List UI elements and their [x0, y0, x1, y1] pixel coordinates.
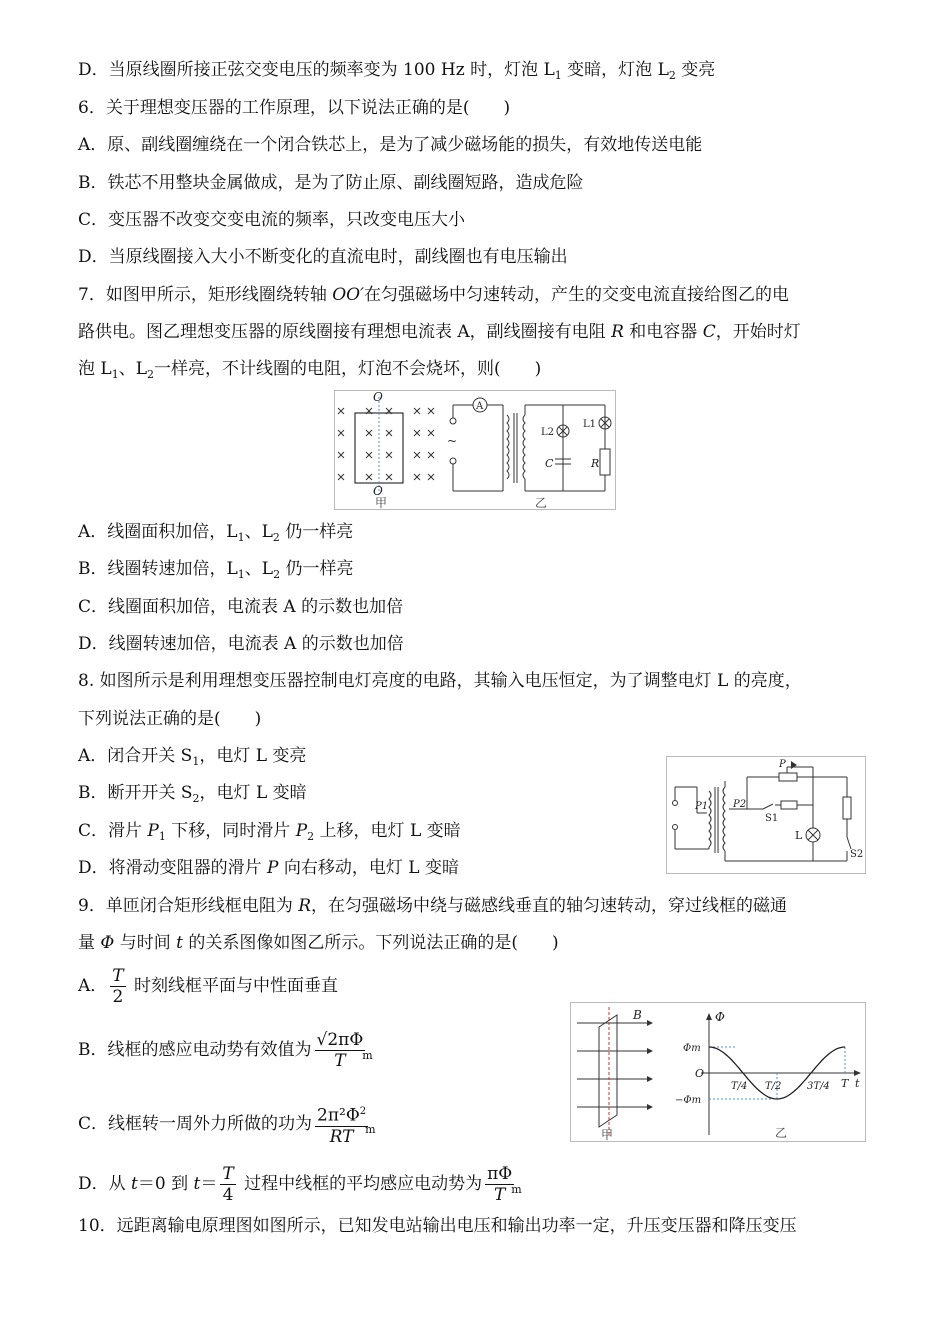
q7-stem-line2: 路供电。图乙理想变压器的原线圈接有理想电流表 A，副线圈接有电阻 R 和电容器 C，开始时灯 [78, 322, 801, 342]
caption-jia: 甲 [601, 1128, 614, 1141]
q9-option-c: C．线框转一周外力所做的功为 $\frac{2\pi^2\Phi^2}{RT}$ $_m$ [78, 1102, 376, 1147]
q8-option-d: D．将滑动变阻器的滑片 P 向右移动，电灯 L 变暗 [78, 858, 460, 878]
q6-option-c: C．变压器不改变交变电流的频率，只改变电压大小 [78, 210, 466, 230]
rheostat-slider-label: P [779, 759, 786, 770]
flux-graph-axes [701, 1017, 857, 1135]
q9-stem-line1: 9．单匝闭合矩形线框电阻为 R，在匀强磁场中绕与磁感线垂直的轴匀速转动，穿过线框的磁通 [78, 896, 788, 916]
q9-option-d: D．从 t＝0 到 t＝ $\frac{T}{4}$ 过程中线框的平均感应电动势为 $\frac{\pi\Phi}{T}$ $_m$ [78, 1164, 522, 1205]
caption-yi: 乙 [535, 496, 548, 509]
q6-option-d: D．当原线圈接入大小不断变化的直流电时，副线圈也有电压输出 [78, 247, 568, 267]
q8-stem-line2: 下列说法正确的是( ) [78, 709, 262, 729]
q8-option-a: A．闭合开关 $S_1$，电灯 L 变亮 [78, 746, 307, 768]
coil-frame [355, 413, 403, 483]
phim-label: Φm [683, 1043, 701, 1054]
tick-t4: T/4 [731, 1081, 748, 1092]
origin-label: O [695, 1067, 705, 1080]
tick-t2: T/2 [765, 1081, 782, 1092]
q10-stem-line1: 10．远距离输电原理图如图所示，已知发电站输出电压和输出功率一定，升压变压器和降压变压 [78, 1216, 797, 1236]
axis-label-top: O [373, 391, 383, 404]
slider-p1-label: P1 [695, 801, 709, 812]
q5-option-d: D．当原线圈所接正弦交变电压的频率变为 100 Hz 时，灯泡 $L_1$ 变暗，灯泡 $L_2$ 变亮 [78, 60, 716, 82]
q7-stem-line3: 泡 $L_1$、$L_2$一样亮，不计线圈的电阻，灯泡不会烧坏，则( ) [78, 359, 542, 381]
field-b-label: B [633, 1008, 642, 1022]
phi-axis-label: Φ [715, 1010, 725, 1024]
time-axis-label: t [855, 1077, 860, 1090]
lamp-l-label: L [795, 829, 803, 842]
q9-option-b: B．线框的感应电动势有效值为 $\frac{√2\pi\Phi}{T}$ $_m$ [78, 1030, 373, 1071]
capacitor-label: C [545, 457, 554, 470]
q6-option-a: A．原、副线圈缠绕在一个闭合铁芯上，是为了减少磁场能的损失，有效地传送电能 [78, 135, 703, 155]
tick-t: T [841, 1077, 849, 1090]
q6-option-b: B．铁芯不用整块金属做成，是为了防止原、副线圈短路，造成危险 [78, 173, 584, 193]
ac-source-label: ~ [447, 434, 458, 448]
q8-figure [666, 756, 866, 874]
lamp-l1-label: L1 [583, 419, 597, 430]
q7-option-d: D．线圈转速加倍，电流表 A 的示数也加倍 [78, 634, 404, 654]
lamp-l2-label: L2 [541, 427, 555, 438]
q9-option-a: A． $\frac{T}{2}$ 时刻线框平面与中性面垂直 [78, 966, 339, 1007]
q8-option-b: B．断开开关 $S_2$，电灯 L 变暗 [78, 783, 307, 805]
fraction-t-over-2: $\frac{T}{2}$ [112, 966, 124, 1007]
q7-stem-line1: 7．如图甲所示，矩形线圈绕转轴 OO′在匀强磁场中匀速转动，产生的交变电流直接给图乙的电 [78, 285, 789, 305]
circuit-diagram [450, 398, 611, 491]
fraction-avg-emf: $\frac{\pi\Phi}{T}$ [487, 1164, 513, 1205]
q7-option-a: A．线圈面积加倍，$L_1$、$L_2$ 仍一样亮 [78, 522, 354, 544]
q7-option-b: B．线圈转速加倍，$L_1$、$L_2$ 仍一样亮 [78, 559, 354, 581]
slider-p2-label: P2 [733, 799, 747, 810]
q9-stem-line2: 量 Φ 与时间 t 的关系图像如图乙所示。下列说法正确的是( ) [78, 933, 559, 953]
switch-s2-label: S2 [850, 849, 864, 860]
neg-phim-label: −Φm [675, 1095, 702, 1106]
tick-3t4: 3T/4 [807, 1081, 830, 1092]
q7-option-c: C．线圈面积加倍，电流表 A 的示数也加倍 [78, 597, 404, 617]
resistor-label: R [591, 457, 600, 470]
ammeter-label: A [476, 401, 484, 412]
magnetic-field-crosses [338, 408, 434, 480]
q8-stem-line1: 8. 如图所示是利用理想变压器控制电灯亮度的电路，其输入电压恒定，为了调整电灯 L 的亮度， [78, 671, 802, 691]
fraction-work: $\frac{2\pi^2\Phi^2}{RT}$ [315, 1102, 368, 1147]
caption-yi: 乙 [775, 1126, 788, 1140]
caption-jia: 甲 [375, 496, 388, 509]
q9-figure [570, 1002, 866, 1142]
q8-option-c: C．滑片 $P_1$ 下移，同时滑片 $P_2$ 上移，电灯 L 变暗 [78, 821, 461, 843]
q6-stem: 6．关于理想变压器的工作原理，以下说法正确的是( ) [78, 98, 511, 118]
axis-label-bottom: O [373, 484, 383, 498]
frame-in-field [577, 1007, 651, 1135]
fraction-t-over-4: $\frac{T}{4}$ [222, 1164, 234, 1205]
switch-s1-label: S1 [765, 813, 779, 824]
dimmer-circuit [673, 767, 852, 861]
fraction-emf: $\frac{√2\pi\Phi}{T}$ [316, 1030, 364, 1071]
q7-figure [334, 390, 616, 510]
